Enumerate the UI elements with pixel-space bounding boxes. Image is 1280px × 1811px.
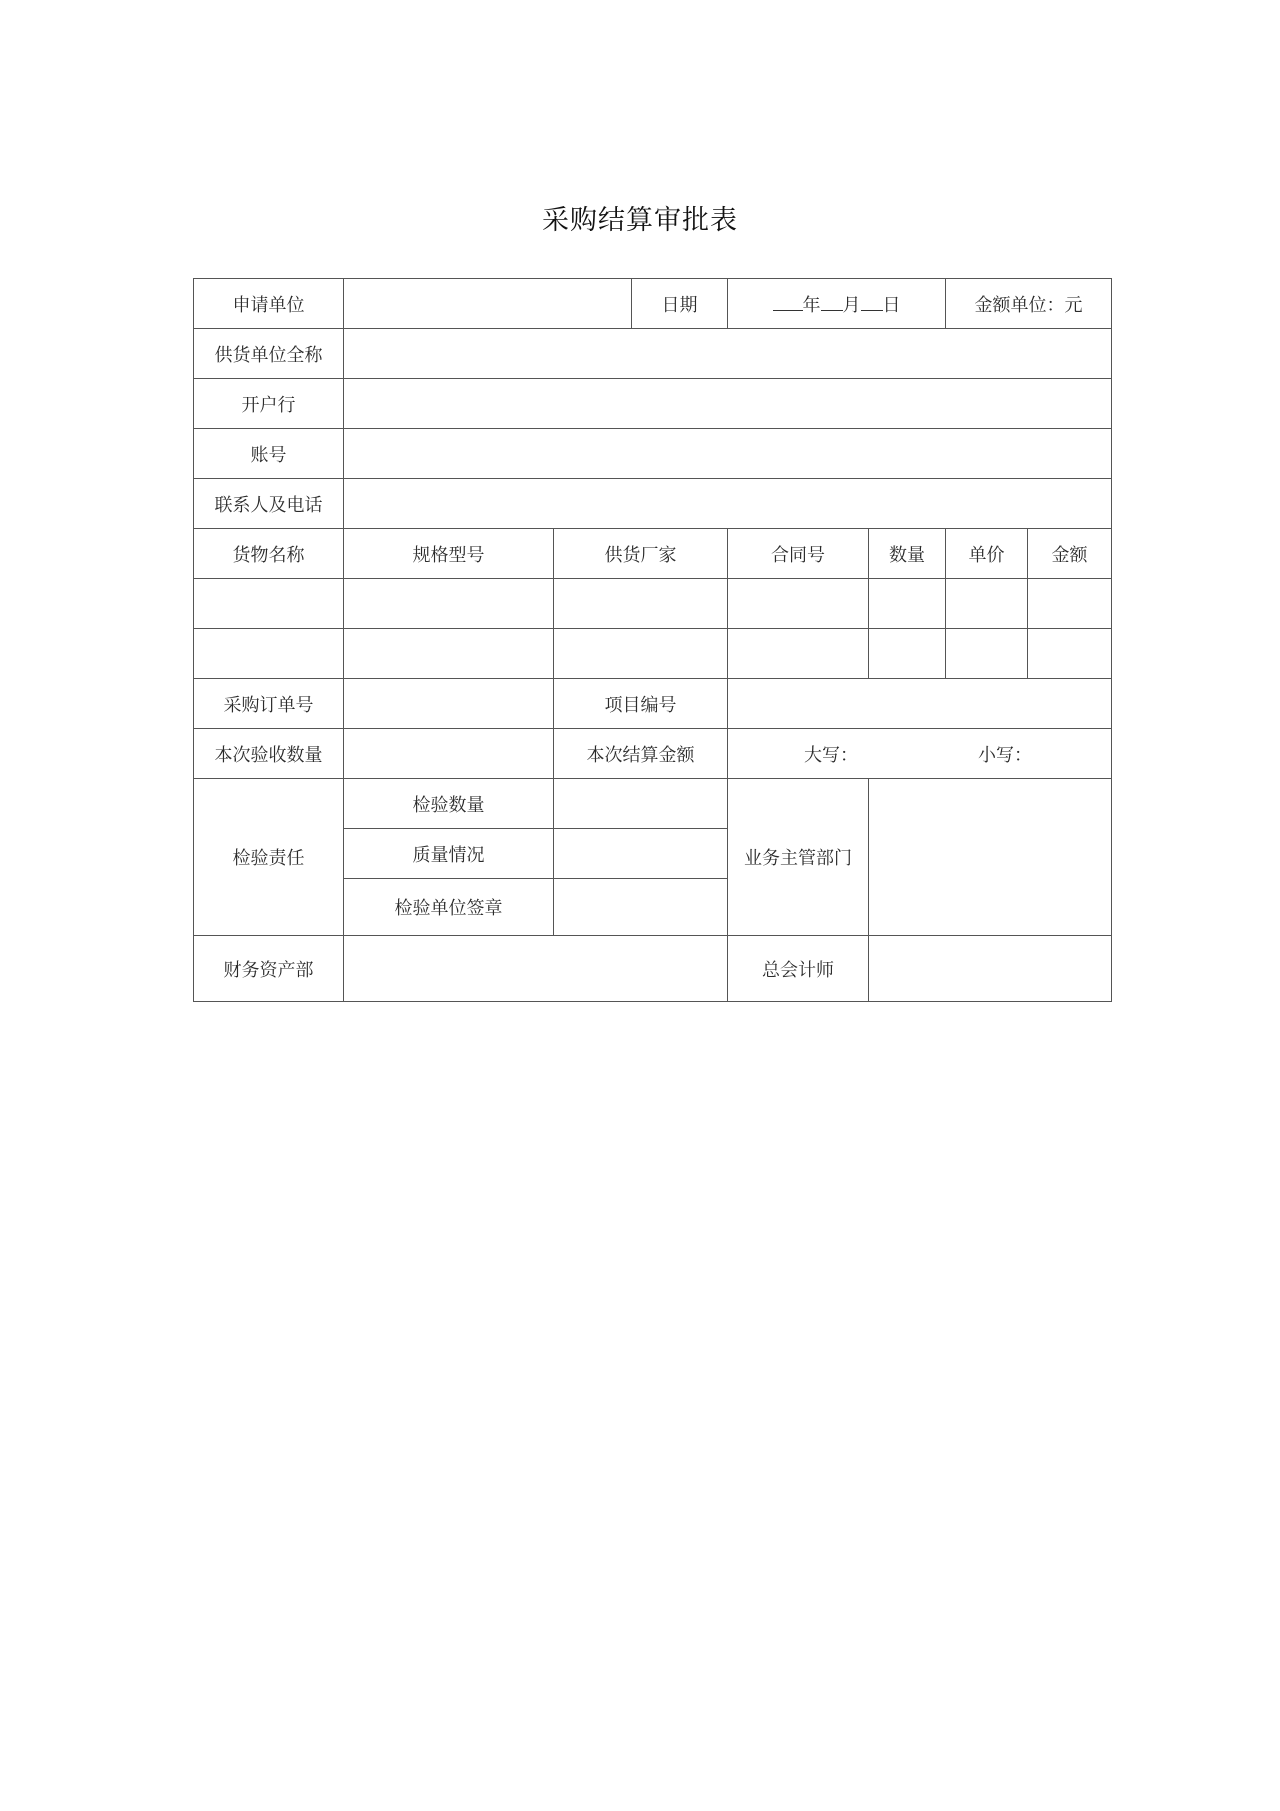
purchase-order-field[interactable] (344, 679, 554, 729)
goods-unit-price-cell[interactable] (946, 579, 1028, 629)
day-char: 日 (882, 294, 901, 316)
date-field[interactable] (728, 279, 946, 329)
month-blank[interactable] (821, 309, 843, 311)
contact-label: 联系人及电话 (194, 479, 344, 529)
settlement-approval-form (193, 278, 1112, 1002)
goods-header-row (194, 529, 1112, 579)
goods-unit-price-cell[interactable] (946, 629, 1028, 679)
year-blank[interactable] (773, 309, 803, 311)
business-dept-label: 业务主管部门 (728, 779, 869, 936)
bank-field[interactable] (344, 379, 1112, 429)
goods-manufacturer-cell[interactable] (554, 579, 728, 629)
chief-accountant-label: 总会计师 (728, 936, 869, 1002)
account-label: 账号 (194, 429, 344, 479)
goods-amount-cell[interactable] (1028, 629, 1112, 679)
goods-name-cell[interactable] (194, 629, 344, 679)
project-no-label: 项目编号 (554, 679, 728, 729)
supplier-name-label: 供货单位全称 (194, 329, 344, 379)
account-field[interactable] (344, 429, 1112, 479)
month-char: 月 (842, 294, 861, 316)
applicant-label: 申请单位 (194, 279, 344, 329)
purchase-order-label: 采购订单号 (194, 679, 344, 729)
table-row (194, 629, 1112, 679)
supplier-name-field[interactable] (344, 329, 1112, 379)
inspection-seal-label: 检验单位签章 (344, 879, 554, 936)
goods-header-name: 货物名称 (194, 529, 344, 579)
accepted-qty-label: 本次验收数量 (194, 729, 344, 779)
inspection-qty-field[interactable] (554, 779, 728, 829)
contact-field[interactable] (344, 479, 1112, 529)
goods-header-unit-price: 单价 (946, 529, 1028, 579)
day-blank[interactable] (861, 309, 883, 311)
quality-status-field[interactable] (554, 829, 728, 879)
chief-accountant-field[interactable] (869, 936, 1112, 1002)
goods-manufacturer-cell[interactable] (554, 629, 728, 679)
table-row (194, 579, 1112, 629)
settlement-amount-label: 本次结算金额 (554, 729, 728, 779)
applicant-field[interactable] (344, 279, 632, 329)
finance-dept-label: 财务资产部 (194, 936, 344, 1002)
capital-amount-label: 大写： (804, 744, 858, 766)
goods-spec-cell[interactable] (344, 629, 554, 679)
goods-header-manufacturer: 供货厂家 (554, 529, 728, 579)
bank-label: 开户行 (194, 379, 344, 429)
finance-dept-field[interactable] (344, 936, 728, 1002)
goods-header-quantity: 数量 (869, 529, 946, 579)
goods-quantity-cell[interactable] (869, 629, 946, 679)
project-no-field[interactable] (728, 679, 1112, 729)
inspection-qty-label: 检验数量 (344, 779, 554, 829)
business-dept-field[interactable] (869, 779, 1112, 936)
settlement-amount-field[interactable] (728, 729, 1112, 779)
goods-header-spec: 规格型号 (344, 529, 554, 579)
currency-unit-label: 金额单位：元 (946, 279, 1112, 329)
goods-spec-cell[interactable] (344, 579, 554, 629)
year-char: 年 (802, 294, 821, 316)
inspection-seal-field[interactable] (554, 879, 728, 936)
date-label: 日期 (632, 279, 728, 329)
goods-header-amount: 金额 (1028, 529, 1112, 579)
goods-header-contract: 合同号 (728, 529, 869, 579)
goods-quantity-cell[interactable] (869, 579, 946, 629)
goods-name-cell[interactable] (194, 579, 344, 629)
goods-amount-cell[interactable] (1028, 579, 1112, 629)
page-title: 采购结算审批表 (542, 205, 738, 236)
inspection-label: 检验责任 (194, 779, 344, 936)
goods-contract-cell[interactable] (728, 579, 869, 629)
goods-contract-cell[interactable] (728, 629, 869, 679)
quality-status-label: 质量情况 (344, 829, 554, 879)
numeric-amount-label: 小写： (978, 744, 1032, 766)
accepted-qty-field[interactable] (344, 729, 554, 779)
